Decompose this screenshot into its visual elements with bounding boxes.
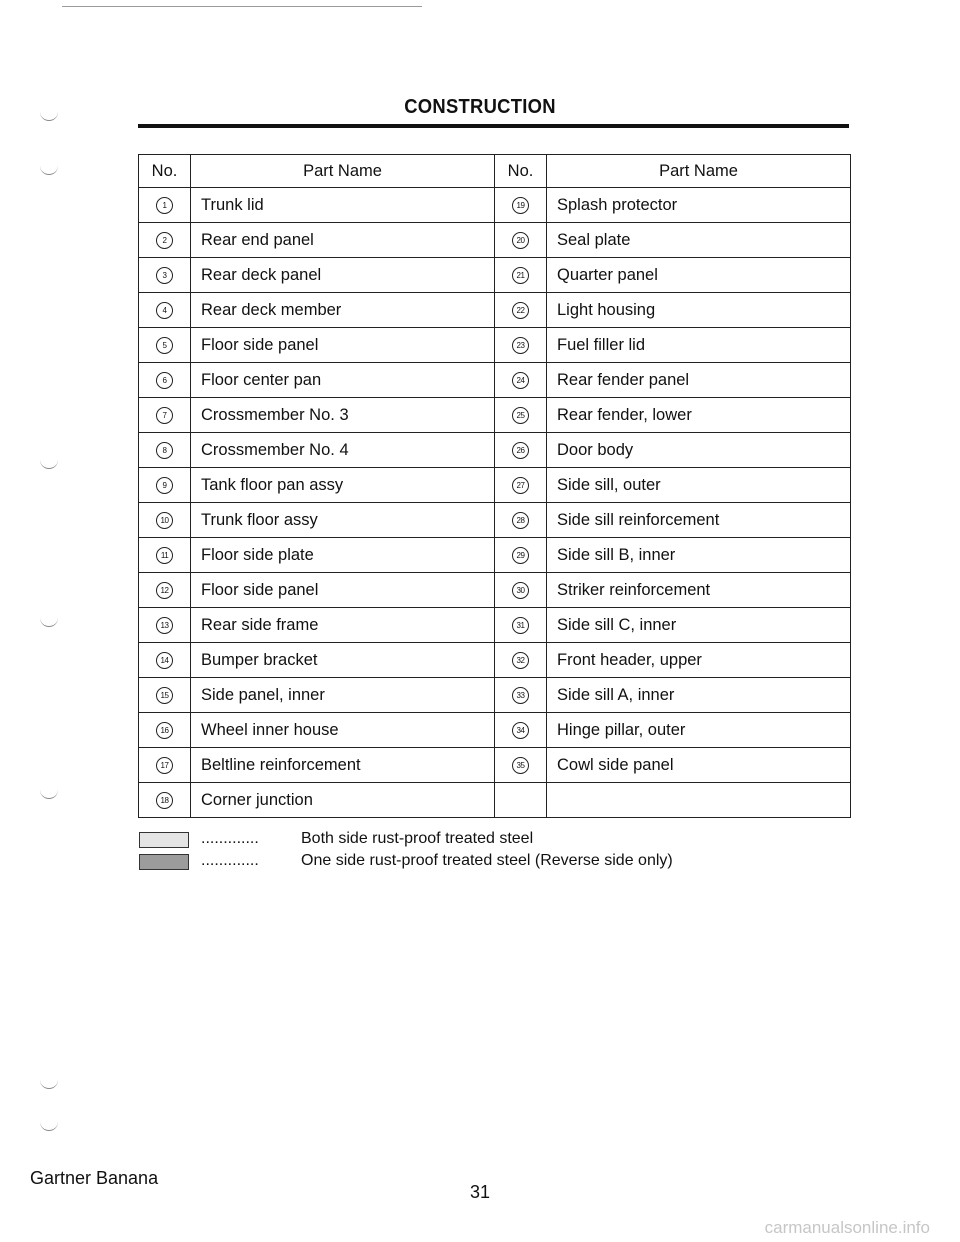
circled-number: 6 <box>156 372 173 389</box>
circled-number: 12 <box>156 582 173 599</box>
part-number-cell <box>495 538 547 573</box>
circled-number: 22 <box>512 302 529 319</box>
legend-leader: ............. <box>201 830 259 847</box>
part-name-cell: Light housing <box>547 293 851 328</box>
legend-text: One side rust-proof treated steel (Reverse side only) <box>301 852 673 869</box>
table-row <box>139 573 851 608</box>
part-number-cell <box>495 363 547 398</box>
part-number-cell <box>495 328 547 363</box>
circled-number: 2 <box>156 232 173 249</box>
part-number-cell <box>495 398 547 433</box>
part-name-cell: Side sill, outer <box>547 468 851 503</box>
circled-number: 29 <box>512 547 529 564</box>
parts-table <box>138 154 851 818</box>
part-name-cell: Fuel filler lid <box>547 328 851 363</box>
circled-number: 13 <box>156 617 173 634</box>
part-name-cell: Door body <box>547 433 851 468</box>
circled-number: 11 <box>156 547 173 564</box>
part-number-cell <box>495 748 547 783</box>
part-name-cell: Beltline reinforcement <box>191 748 495 783</box>
circled-number: 8 <box>156 442 173 459</box>
circled-number: 26 <box>512 442 529 459</box>
part-number-cell <box>495 468 547 503</box>
table-header-row <box>139 155 851 188</box>
part-number-cell <box>495 258 547 293</box>
part-name-cell: Floor side plate <box>191 538 495 573</box>
part-number-cell <box>495 678 547 713</box>
margin-mark <box>40 1122 58 1131</box>
part-number-cell <box>495 608 547 643</box>
part-number-cell <box>139 503 191 538</box>
part-name-cell: Crossmember No. 4 <box>191 433 495 468</box>
part-name-cell: Crossmember No. 3 <box>191 398 495 433</box>
part-number-cell <box>495 293 547 328</box>
part-number-cell <box>139 223 191 258</box>
part-name-cell: Floor side panel <box>191 573 495 608</box>
circled-number: 24 <box>512 372 529 389</box>
part-name-cell: Cowl side panel <box>547 748 851 783</box>
part-number-cell <box>495 713 547 748</box>
circled-number: 15 <box>156 687 173 704</box>
part-number-cell <box>495 783 547 818</box>
part-name-cell: Rear fender panel <box>547 363 851 398</box>
table-row <box>139 608 851 643</box>
circled-number: 27 <box>512 477 529 494</box>
part-number-cell <box>495 503 547 538</box>
part-number-cell <box>139 538 191 573</box>
legend-leader: ............. <box>201 852 259 869</box>
table-row <box>139 468 851 503</box>
circled-number: 30 <box>512 582 529 599</box>
part-number-cell <box>139 398 191 433</box>
part-number-cell <box>139 433 191 468</box>
title-rule <box>138 124 849 128</box>
circled-number: 21 <box>512 267 529 284</box>
circled-number: 28 <box>512 512 529 529</box>
part-name-cell: Bumper bracket <box>191 643 495 678</box>
table-row <box>139 223 851 258</box>
page-title: CONSTRUCTION <box>404 96 556 118</box>
part-number-cell <box>495 643 547 678</box>
circled-number: 7 <box>156 407 173 424</box>
scan-top-rule <box>62 6 422 7</box>
margin-mark <box>40 166 58 175</box>
part-name-cell: Rear end panel <box>191 223 495 258</box>
circled-number: 3 <box>156 267 173 284</box>
table-row <box>139 538 851 573</box>
part-name-cell: Striker reinforcement <box>547 573 851 608</box>
part-number-cell <box>495 223 547 258</box>
circled-number: 25 <box>512 407 529 424</box>
circled-number: 17 <box>156 757 173 774</box>
margin-mark <box>40 1080 58 1089</box>
part-number-cell <box>495 433 547 468</box>
part-number-cell <box>139 748 191 783</box>
watermark: carmanualsonline.info <box>764 1218 930 1237</box>
circled-number: 31 <box>512 617 529 634</box>
part-number-cell <box>139 188 191 223</box>
circled-number: 14 <box>156 652 173 669</box>
part-name-cell: Side panel, inner <box>191 678 495 713</box>
part-name-cell: Trunk floor assy <box>191 503 495 538</box>
circled-number: 4 <box>156 302 173 319</box>
part-number-cell <box>139 678 191 713</box>
part-number-cell <box>139 573 191 608</box>
part-number-cell <box>139 258 191 293</box>
circled-number: 1 <box>156 197 173 214</box>
part-name-cell: Splash protector <box>547 188 851 223</box>
header-no: No. <box>495 155 547 188</box>
circled-number: 18 <box>156 792 173 809</box>
circled-number: 20 <box>512 232 529 249</box>
table-row <box>139 328 851 363</box>
legend-swatch <box>139 854 189 870</box>
table-row <box>139 293 851 328</box>
circled-number: 34 <box>512 722 529 739</box>
table-row <box>139 188 851 223</box>
part-name-cell: Hinge pillar, outer <box>547 713 851 748</box>
circled-number: 5 <box>156 337 173 354</box>
part-name-cell: Trunk lid <box>191 188 495 223</box>
margin-mark <box>40 790 58 799</box>
table-row <box>139 363 851 398</box>
part-name-cell: Rear fender, lower <box>547 398 851 433</box>
table-row <box>139 748 851 783</box>
table-row <box>139 258 851 293</box>
part-name-cell: Floor center pan <box>191 363 495 398</box>
table-row <box>139 503 851 538</box>
part-name-cell: Wheel inner house <box>191 713 495 748</box>
header-no: No. <box>139 155 191 188</box>
part-name-cell: Tank floor pan assy <box>191 468 495 503</box>
legend-swatch <box>139 832 189 848</box>
part-number-cell <box>139 643 191 678</box>
circled-number: 10 <box>156 512 173 529</box>
circled-number: 16 <box>156 722 173 739</box>
table-row <box>139 398 851 433</box>
part-number-cell <box>139 363 191 398</box>
page-number: 31 <box>469 1182 491 1202</box>
table-row <box>139 643 851 678</box>
part-number-cell <box>139 328 191 363</box>
part-number-cell <box>495 188 547 223</box>
part-number-cell <box>139 713 191 748</box>
header-part-name: Part Name <box>191 155 495 188</box>
margin-mark <box>40 460 58 469</box>
part-number-cell <box>139 293 191 328</box>
part-number-cell <box>139 608 191 643</box>
part-number-cell <box>139 783 191 818</box>
circled-number: 9 <box>156 477 173 494</box>
part-number-cell <box>139 468 191 503</box>
part-name-cell: Rear deck panel <box>191 258 495 293</box>
circled-number: 33 <box>512 687 529 704</box>
margin-mark <box>40 618 58 627</box>
part-name-cell: Side sill reinforcement <box>547 503 851 538</box>
circled-number: 35 <box>512 757 529 774</box>
part-name-cell: Rear side frame <box>191 608 495 643</box>
part-name-cell: Side sill C, inner <box>547 608 851 643</box>
part-name-cell: Quarter panel <box>547 258 851 293</box>
circled-number: 23 <box>512 337 529 354</box>
part-name-cell: Seal plate <box>547 223 851 258</box>
table-row <box>139 678 851 713</box>
part-name-cell: Floor side panel <box>191 328 495 363</box>
part-name-cell <box>547 783 851 818</box>
part-name-cell: Corner junction <box>191 783 495 818</box>
circled-number: 19 <box>512 197 529 214</box>
footer-brand: Gartner Banana <box>30 1168 159 1188</box>
table-row <box>139 713 851 748</box>
part-name-cell: Side sill B, inner <box>547 538 851 573</box>
part-name-cell: Rear deck member <box>191 293 495 328</box>
table-row <box>139 783 851 818</box>
part-number-cell <box>495 573 547 608</box>
parts-table-body <box>139 188 851 818</box>
legend-text: Both side rust-proof treated steel <box>301 830 534 847</box>
part-name-cell: Front header, upper <box>547 643 851 678</box>
circled-number: 32 <box>512 652 529 669</box>
header-part-name: Part Name <box>547 155 851 188</box>
part-name-cell: Side sill A, inner <box>547 678 851 713</box>
table-row <box>139 433 851 468</box>
